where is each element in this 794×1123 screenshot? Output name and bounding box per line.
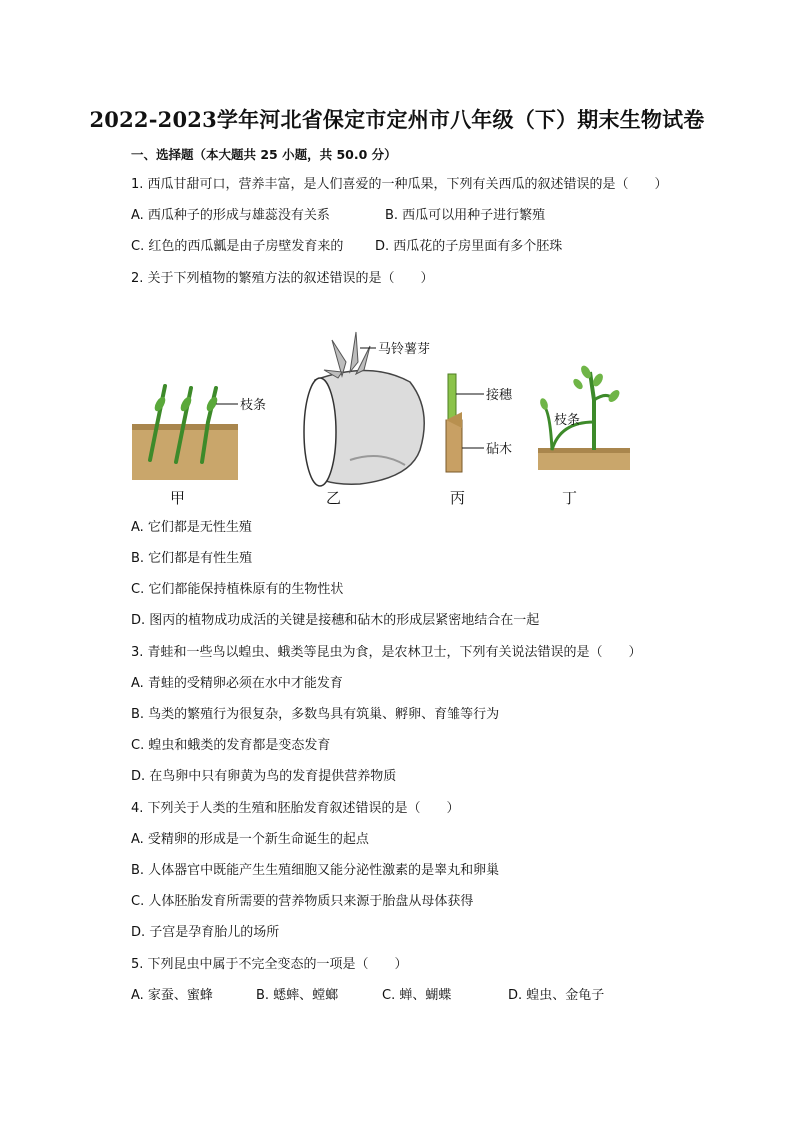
- question-3-option-b[interactable]: B. 鸟类的繁殖行为很复杂，多数鸟具有筑巢、孵卵、育雏等行为: [131, 707, 500, 722]
- question-2-option-d[interactable]: D. 图丙的植物成功成活的关键是接穗和砧木的形成层紧密地结合在一起: [131, 613, 540, 628]
- caption-yi: 乙: [326, 489, 342, 507]
- figure-yi-potato: [304, 332, 430, 507]
- question-4-option-a[interactable]: A. 受精卵的形成是一个新生命诞生的起点: [131, 832, 369, 847]
- question-5-option-b[interactable]: B. 蟋蟀、螳螂: [256, 988, 339, 1003]
- question-1-stem: 1. 西瓜甘甜可口，营养丰富，是人们喜爱的一种瓜果，下列有关西瓜的叙述错误的是（ ）: [131, 177, 668, 192]
- question-5-option-a[interactable]: A. 家蚕、蜜蜂: [131, 988, 213, 1003]
- page-title: 2022-2023学年河北省保定市定州市八年级（下）期末生物试卷: [89, 107, 705, 132]
- question-3-option-d[interactable]: D. 在鸟卵中只有卵黄为鸟的发育提供营养物质: [131, 769, 397, 784]
- question-4-option-d[interactable]: D. 子宫是孕育胎儿的场所: [131, 925, 280, 940]
- figure-bing-grafting: [446, 374, 513, 507]
- question-4-option-c[interactable]: C. 人体胚胎发育所需要的营养物质只来源于胎盘从母体获得: [131, 894, 474, 909]
- question-3-stem: 3. 青蛙和一些鸟以蝗虫、蛾类等昆虫为食，是农林卫士，下列有关说法错误的是（ ）: [131, 645, 642, 660]
- question-2-option-a[interactable]: A. 它们都是无性生殖: [131, 520, 252, 535]
- label-branch-jia: 枝条: [240, 398, 267, 413]
- propagation-figure: [120, 300, 680, 520]
- label-potato-bud: 马铃薯芽: [378, 342, 431, 357]
- question-1-option-d[interactable]: D. 西瓜花的子房里面有多个胚珠: [375, 239, 563, 254]
- figure-jia-cuttings: [132, 386, 266, 507]
- question-4-stem: 4. 下列关于人类的生殖和胚胎发育叙述错误的是（ ）: [131, 801, 460, 816]
- caption-bing: 丙: [450, 489, 466, 507]
- question-1-option-a[interactable]: A. 西瓜种子的形成与雄蕊没有关系: [131, 208, 330, 223]
- question-2-option-c[interactable]: C. 它们都能保持植株原有的生物性状: [131, 582, 344, 597]
- label-scion: 接穗: [486, 388, 513, 403]
- section-heading: 一、选择题（本大题共 25 小题，共 50.0 分）: [131, 147, 397, 162]
- question-3-option-a[interactable]: A. 青蛙的受精卵必须在水中才能发育: [131, 676, 343, 691]
- question-1-option-c[interactable]: C. 红色的西瓜瓤是由子房壁发育来的: [131, 239, 344, 254]
- label-branch-ding: 枝条: [554, 413, 581, 428]
- question-1-option-b[interactable]: B. 西瓜可以用种子进行繁殖: [385, 208, 546, 223]
- question-2-option-b[interactable]: B. 它们都是有性生殖: [131, 551, 253, 566]
- question-3-option-c[interactable]: C. 蝗虫和蛾类的发育都是变态发育: [131, 738, 331, 753]
- figure-ding-layering: [538, 364, 630, 507]
- question-5-option-d[interactable]: D. 蝗虫、金龟子: [508, 988, 605, 1003]
- caption-ding: 丁: [562, 489, 578, 507]
- question-2-stem: 2. 关于下列植物的繁殖方法的叙述错误的是（ ）: [131, 271, 434, 286]
- question-5-option-c[interactable]: C. 蝉、蝴蝶: [382, 988, 452, 1003]
- question-5-stem: 5. 下列昆虫中属于不完全变态的一项是（ ）: [131, 957, 408, 972]
- caption-jia: 甲: [170, 489, 186, 507]
- label-stock: 砧木: [486, 442, 513, 457]
- question-4-option-b[interactable]: B. 人体器官中既能产生生殖细胞又能分泌性激素的是睾丸和卵巢: [131, 863, 500, 878]
